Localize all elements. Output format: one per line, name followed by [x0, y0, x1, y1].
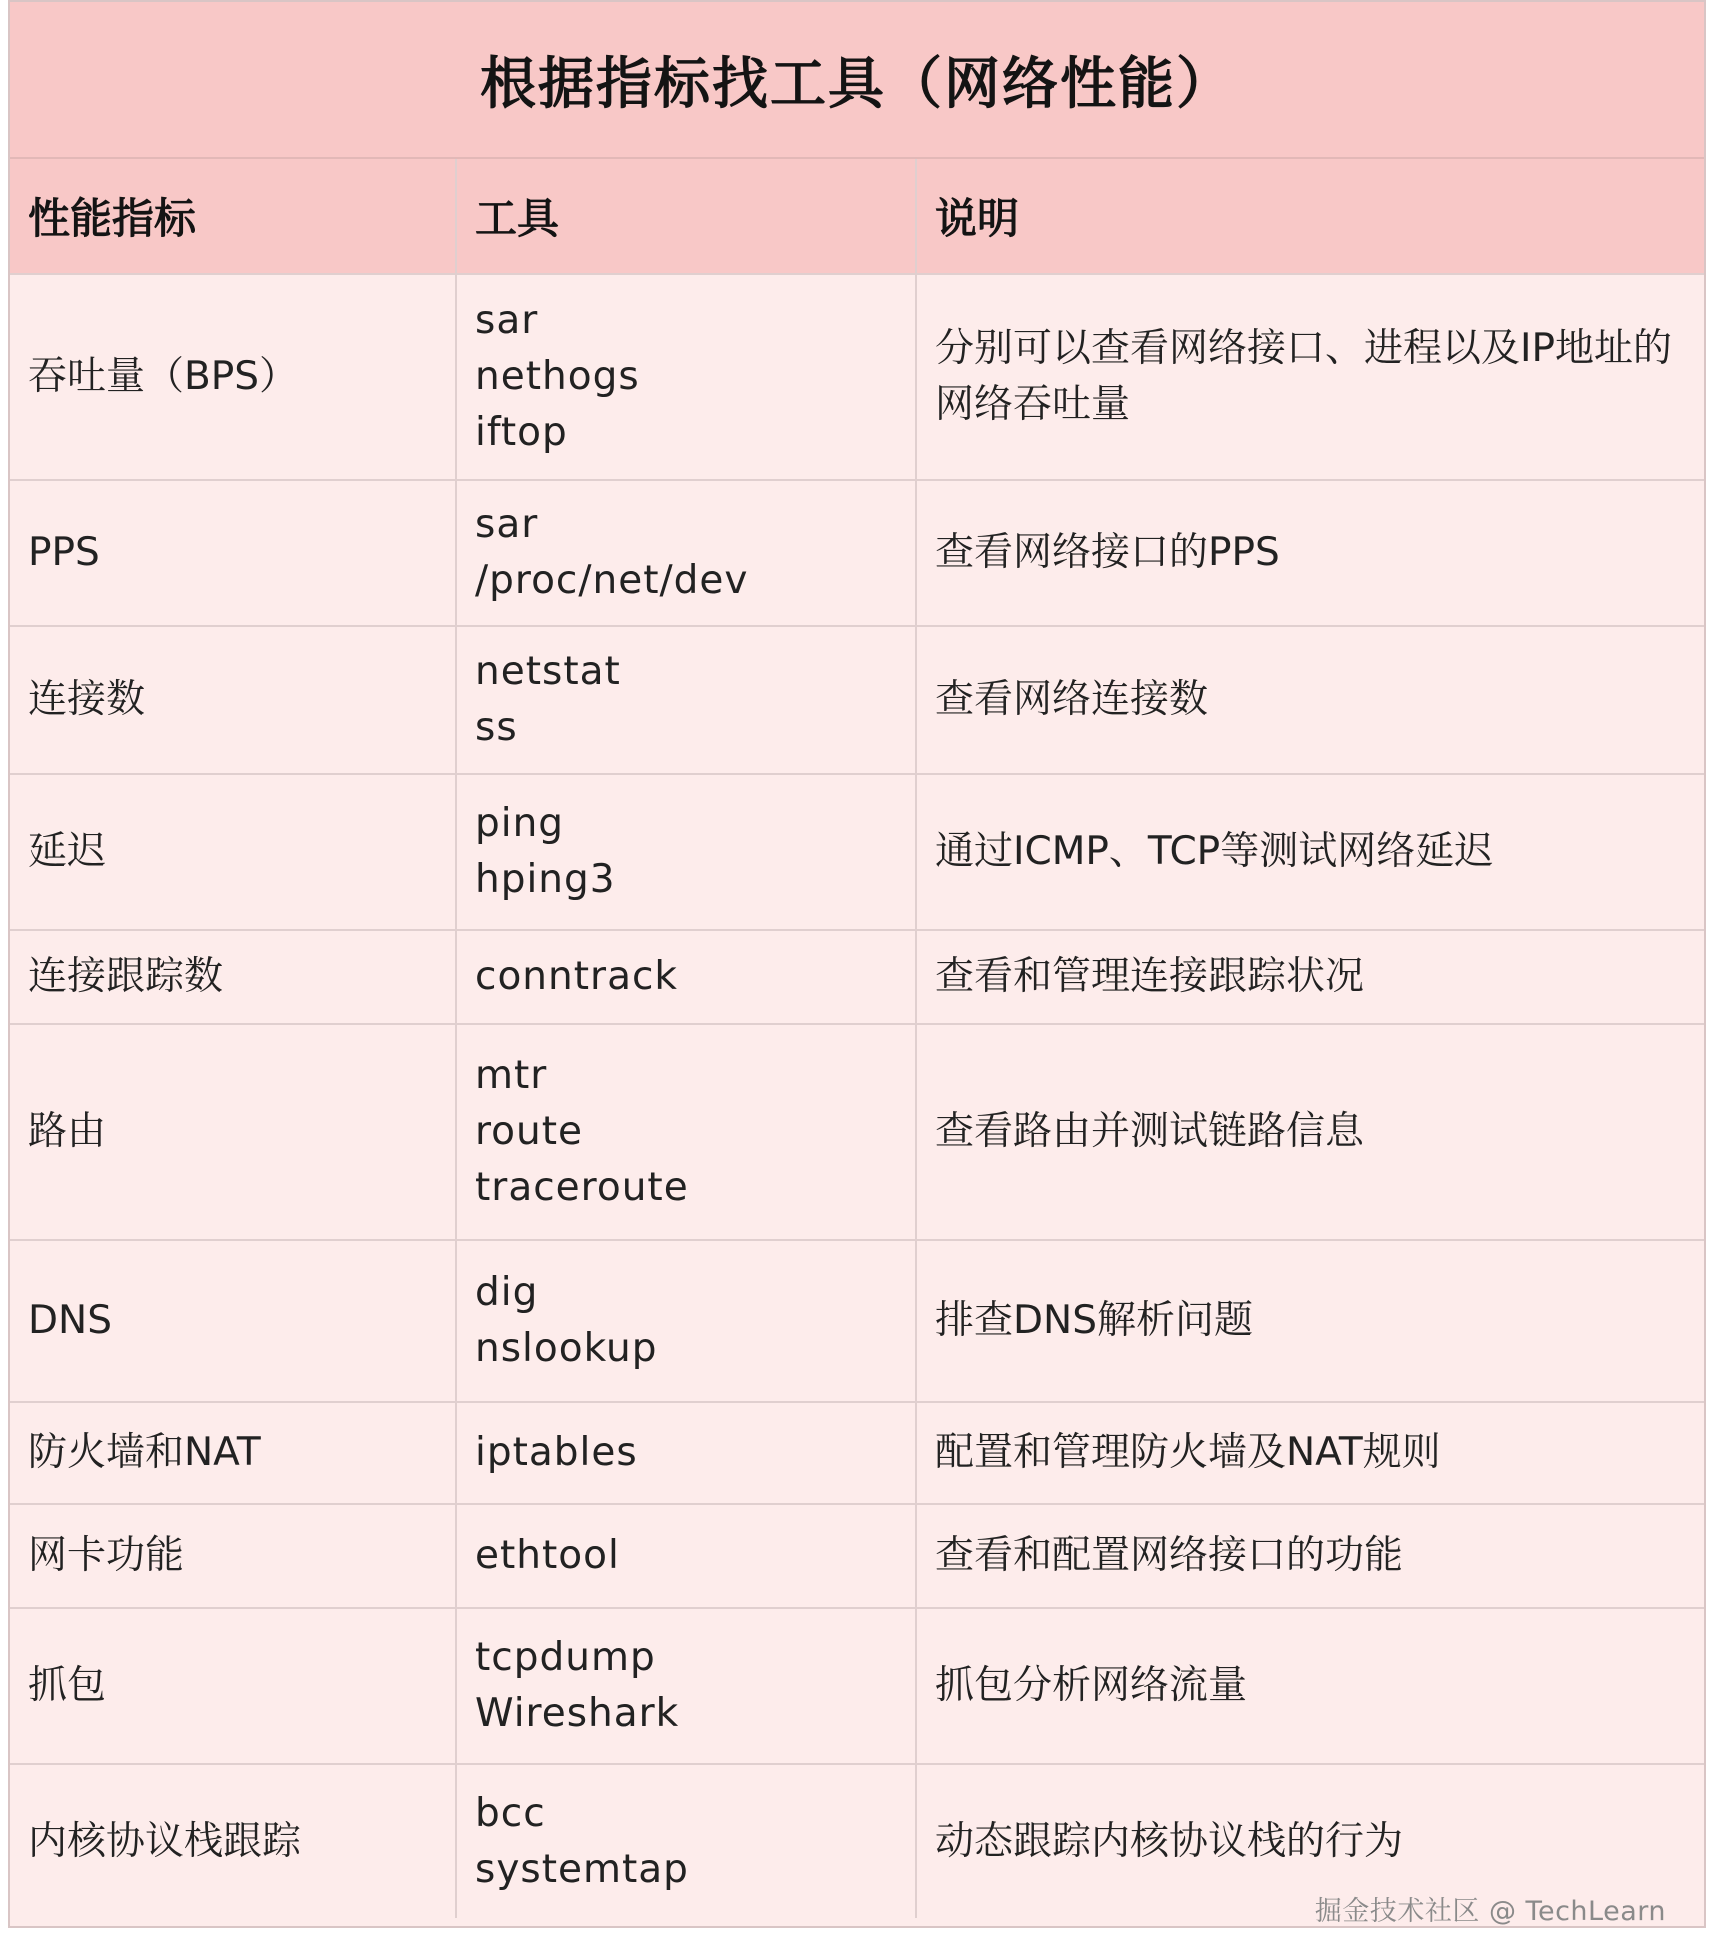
tool-name: bcc [475, 1790, 546, 1836]
tool-name: sar [475, 502, 539, 547]
tool-name: nethogs [475, 354, 640, 399]
metric-cell: 延迟 [10, 774, 456, 930]
tools-cell [456, 1024, 916, 1240]
tool-name: netstat [475, 649, 621, 694]
description-cell: 查看和管理连接跟踪状况 [916, 930, 1704, 1024]
tool-name: nslookup [475, 1326, 658, 1371]
tool-name: iptables [475, 1430, 638, 1475]
description-cell: 查看网络接口的PPS [916, 480, 1704, 626]
table-row [10, 930, 1704, 1024]
tools-cell [456, 274, 916, 480]
tool-name: iftop [475, 410, 568, 455]
tool-table-sheet [8, 0, 1706, 1928]
description-cell: 配置和管理防火墙及NAT规则 [916, 1402, 1704, 1504]
tool-name: conntrack [475, 954, 678, 999]
table-row [10, 480, 1704, 626]
description-cell: 通过ICMP、TCP等测试网络延迟 [916, 774, 1704, 930]
description-cell: 排查DNS解析问题 [916, 1240, 1704, 1402]
watermark: 掘金技术社区 @ TechLearn [1314, 1896, 1666, 1927]
tool-name: route [475, 1109, 584, 1154]
table-row [10, 1024, 1704, 1240]
tool-name: sar [475, 298, 539, 343]
metric-cell: 网卡功能 [10, 1504, 456, 1608]
tool-name: dig [475, 1270, 539, 1315]
title-bar [10, 2, 1704, 159]
header-row [10, 159, 1704, 274]
metric-cell: DNS [10, 1240, 456, 1402]
description-cell: 查看网络连接数 [916, 626, 1704, 774]
metric-cell: 路由 [10, 1024, 456, 1240]
metric-cell: PPS [10, 480, 456, 626]
table-title: 根据指标找工具（网络性能） [480, 51, 1234, 117]
table-row [10, 1240, 1704, 1402]
tools-cell [456, 626, 916, 774]
metrics-tools-table [10, 159, 1704, 1918]
tool-name: Wireshark [475, 1691, 680, 1736]
description-cell: 查看路由并测试链路信息 [916, 1024, 1704, 1240]
metric-cell: 内核协议栈跟踪 [10, 1764, 456, 1918]
description-cell: 分别可以查看网络接口、进程以及IP地址的网络吞吐量 [916, 274, 1704, 480]
tools-cell [456, 1240, 916, 1402]
tools-cell [456, 1764, 916, 1918]
tools-cell [456, 1504, 916, 1608]
tools-cell [456, 1608, 916, 1764]
metric-cell: 连接数 [10, 626, 456, 774]
table-row [10, 626, 1704, 774]
tools-cell [456, 480, 916, 626]
description-cell: 抓包分析网络流量 [916, 1608, 1704, 1764]
description-cell: 查看和配置网络接口的功能 [916, 1504, 1704, 1608]
tool-name: systemtap [475, 1846, 689, 1892]
metric-cell: 连接跟踪数 [10, 930, 456, 1024]
table-row [10, 774, 1704, 930]
description-cell: 动态跟踪内核协议栈的行为 [916, 1764, 1704, 1918]
tools-cell [456, 774, 916, 930]
tool-name: tcpdump [475, 1635, 656, 1680]
table-row [10, 274, 1704, 480]
tools-cell [456, 930, 916, 1024]
tool-name: hping3 [475, 857, 616, 902]
tool-name: traceroute [475, 1165, 689, 1210]
tool-name: ping [475, 801, 565, 846]
metric-cell: 吞吐量（BPS） [10, 274, 456, 480]
header-tools: 工具 [456, 159, 916, 274]
metric-cell: 防火墙和NAT [10, 1402, 456, 1504]
table-row [10, 1608, 1704, 1764]
tool-name: ss [475, 705, 518, 750]
tool-name: /proc/net/dev [475, 558, 749, 603]
table-body [10, 274, 1704, 1918]
header-metric: 性能指标 [10, 159, 456, 274]
table-row [10, 1402, 1704, 1504]
tool-name: mtr [475, 1053, 548, 1098]
table-row [10, 1504, 1704, 1608]
header-desc: 说明 [916, 159, 1704, 274]
metric-cell: 抓包 [10, 1608, 456, 1764]
tools-cell [456, 1402, 916, 1504]
tool-name: ethtool [475, 1533, 620, 1578]
